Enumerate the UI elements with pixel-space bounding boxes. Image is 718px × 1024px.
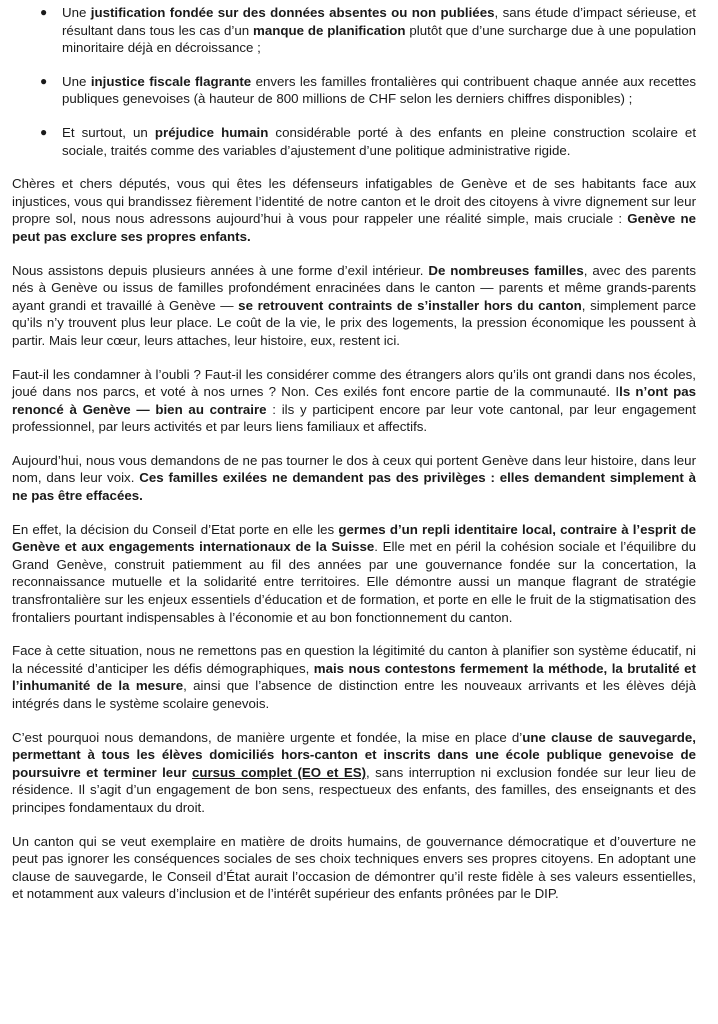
- text-run: , sans interruption ni exclusion fondée sur leur lieu de résidence. Il s’agit d’un engagement de bon sens, respectueux des enfants, des familles, des enseignants et des principes fondamentaux du droit.: [12, 764, 697, 815]
- text-run: Un canton qui se veut exemplaire en matière de droits humains, de gouvernance démocratique et d’ouverture ne peut pas ignorer les conséquences sociales de ses choix techniques envers ses propres citoyens. En adoptant une clause de sauvegarde, le Conseil d’État aurait l’occasion de démontrer qu’il reste fidèle à ses valeurs essentielles, et notamment aux valeurs d’inclusion et de l’intérêt supérieur des enfants prônées par le DIP.: [12, 833, 696, 902]
- paragraph: [12, 366, 696, 436]
- bullet-list: [12, 4, 696, 159]
- bold-text: ls n’ont pas renoncé à Genève — bien au contraire: [12, 384, 696, 417]
- bold-text: manque de planification: [253, 22, 406, 38]
- text-run: . Elle met en péril la cohésion sociale et l’équilibre du Grand Genève, construit patiemment au fil des années par une gouvernance fondée sur la concertation, la reconnaissance mutuelle et la solidarité entre territoires. Elle démontre aussi un manque flagrant de stratégie transfrontalière sur les enjeux essentiels d’éducation et de formation, et porte en elle le fruit de la stigmatisation des frontaliers pourtant indispensables à l’économie et au bon fonctionnement du canton.: [12, 539, 696, 625]
- bold-text: germes d’un repli identitaire local, contraire à l’esprit de Genève et aux engagements internationaux de la Suisse: [12, 521, 697, 555]
- paragraph: [12, 262, 696, 350]
- bold-text: injustice fiscale flagrante: [90, 73, 252, 89]
- bold-text: se retrouvent contraints de s’installer hors du canton: [238, 297, 582, 313]
- text-run: Chères et chers députés, vous qui êtes les défenseurs infatigables de Genève et de ses habitants face aux injustices, vous qui brandissez fièrement l’identité de notre canton et le droit des citoyens à vivre dignement sur leur propre sol, nous nous adressons aujourd’hui à vous pour rappeler une réalité simple, mais cruciale :: [12, 176, 696, 227]
- text-run: Faut-il les condamner à l’oubli ? Faut-il les considérer comme des étrangers alors qu’ils ont grandi dans nos écoles, joué dans nos parcs, et voté à nos urnes ? Non. Ces exilés font encore partie de la communauté. I: [12, 366, 696, 400]
- bullet-icon: ●: [40, 5, 48, 19]
- bold-text: Genève ne peut pas exclure ses propres enfants.: [12, 211, 697, 244]
- text-run: considérable porté à des enfants en pleine construction scolaire et sociale, traités comme des variables d’ajustement d’une politique administrative rigide.: [62, 124, 697, 158]
- text-run: plutôt que d’une surcharge due à une population minoritaire déjà en décroissance ;: [62, 22, 696, 56]
- bold-text: De nombreuses familles: [428, 262, 584, 278]
- bullet-icon: ●: [40, 124, 48, 139]
- text-run: Et surtout, un: [62, 124, 155, 140]
- text-run: , sans étude d’impact sérieuse, et résultant dans tous les cas d’un: [62, 5, 697, 38]
- bullet-item: [12, 4, 696, 57]
- text-run: envers les familles frontalières qui contribuent chaque année aux recettes publiques genevoises (à hauteur de 800 millions de CHF selon les derniers chiffres disponibles) ;: [62, 73, 697, 107]
- bold-text: mais nous contestons fermement la méthode, la brutalité et l’inhumanité de la mesure: [12, 660, 696, 694]
- bold-text: justification fondée sur des données absentes ou non publiées: [90, 5, 495, 20]
- bullet-icon: ●: [40, 73, 48, 88]
- bullet-item: [12, 73, 696, 108]
- text-run: En effet, la décision du Conseil d’Etat porte en elle les: [12, 521, 339, 537]
- bullet-item: [12, 124, 696, 159]
- text-run: , avec des parents nés à Genève ou issus de familles profondément enracinées dans le canton — parents et même grands-parents ayant grandi et travaillé à Genève —: [12, 262, 696, 313]
- text-run: Nous assistons depuis plusieurs années à une forme d’exil intérieur.: [12, 262, 429, 278]
- text-run: Aujourd’hui, nous vous demandons de ne pas tourner le dos à ceux qui portent Genève dans leur histoire, dans leur nom, dans leur voix.: [12, 452, 696, 486]
- paragraph: [12, 642, 696, 712]
- bold-text: cursus complet (EO et ES): [191, 764, 367, 780]
- text-run: Une: [62, 5, 91, 20]
- text-run: : ils y participent encore par leur vote cantonal, par leur engagement professionnel, par leurs activités et par leurs liens familiaux et affectifs.: [12, 401, 696, 435]
- bold-text: Ces familles exilées ne demandent pas des privilèges : elles demandent simplement à ne pas être effacées.: [12, 470, 696, 504]
- bold-text: une clause de sauvegarde, permettant à tous les élèves domiciliés hors-canton et inscrits dans une école publique genevoise de poursuivre et terminer leur: [12, 729, 696, 780]
- text-run: , ainsi que l’absence de distinction entre les nouveaux arrivants et les élèves déjà intégrés dans le système scolaire genevois.: [12, 678, 696, 711]
- paragraph: [12, 452, 696, 505]
- paragraph: [12, 729, 696, 817]
- paragraph: [12, 175, 696, 245]
- bold-text: préjudice humain: [154, 124, 269, 140]
- text-run: C’est pourquoi nous demandons, de manière urgente et fondée, la mise en place d’: [12, 729, 523, 745]
- text-run: , simplement parce qu’ils n’y trouvent plus leur place. Le coût de la vie, le prix des logements, la pression économique les poussent à partir. Mais leur cœur, leurs attaches, leur histoire, eux, restent ici.: [12, 297, 696, 348]
- text-run: Une: [62, 73, 91, 89]
- text-run: Face à cette situation, nous ne remettons pas en question la légitimité du canton à planifier son système éducatif, ni la nécessité d’anticiper les défis démographiques,: [12, 643, 696, 676]
- paragraph: [12, 521, 696, 627]
- paragraph: [12, 833, 696, 903]
